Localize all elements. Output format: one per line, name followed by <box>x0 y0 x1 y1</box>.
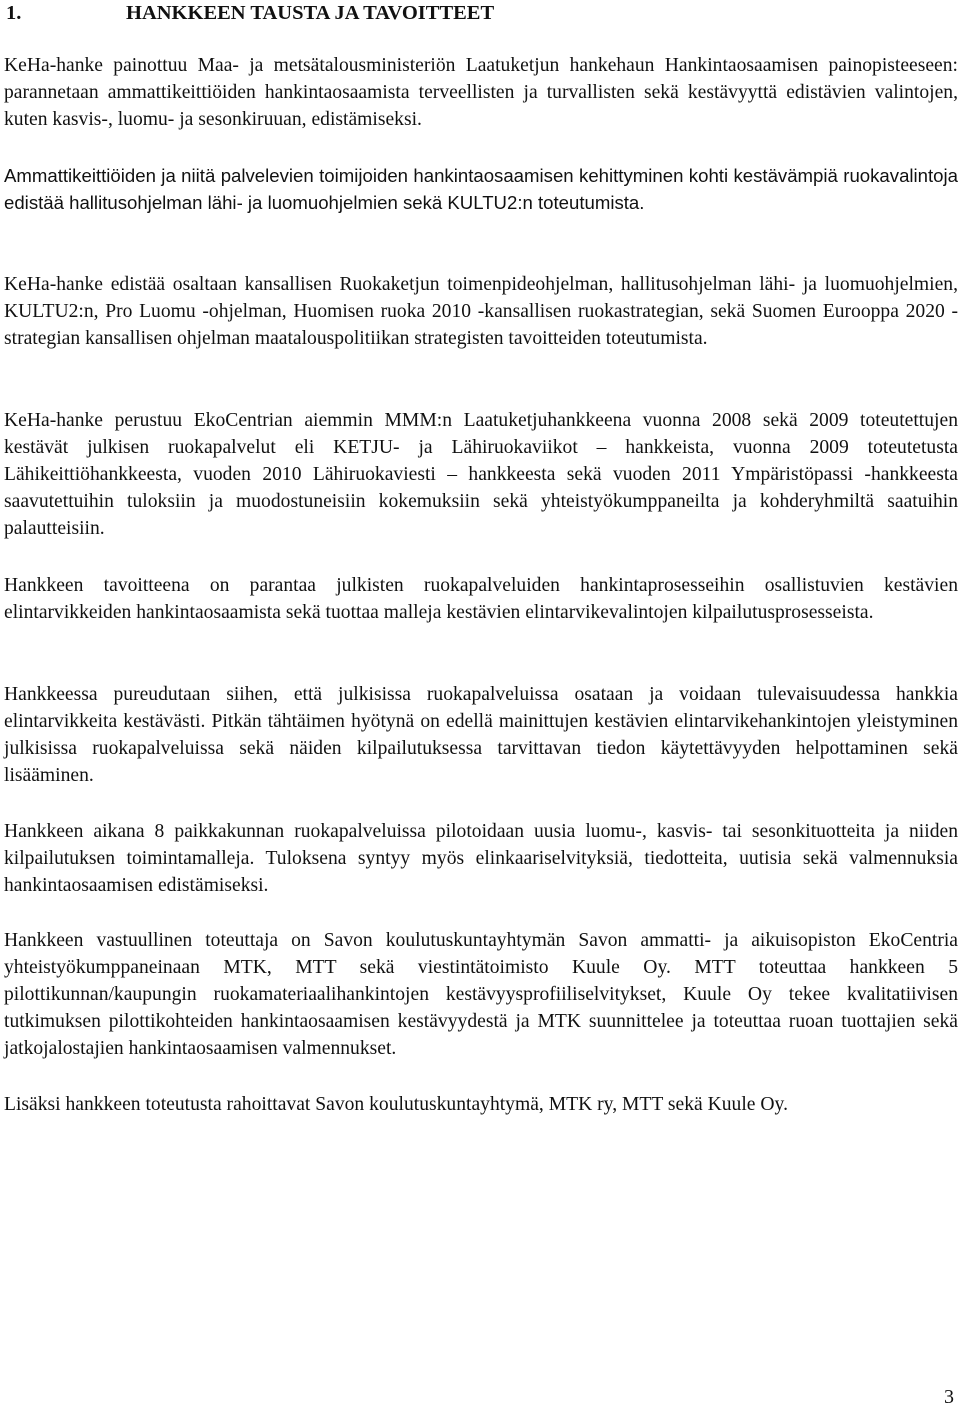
paragraph-implementation: Hankkeen vastuullinen toteuttaja on Savon koulutuskuntayhtymän Savon ammatti- ja aikuisopiston EkoCentria yhteistyökumppaneinaan MTK, MTT sekä viestintätoimisto Kuule Oy. MTT toteuttaa hankkeen 5 pilottikunnan/kaupungin ruokamateriaalihankintojen kestävyysprofiiliselvitykset, Kuule Oy tekee kvalitatiivisen tutkimuksen pilottikohteiden hankintaosaamisen kestävyydestä ja MTK suunnittelee ja toteuttaa ruoan tuottajien sekä jatkojalostajien hankintaosaamisen valmennukset. <box>4 930 958 1059</box>
paragraph-long-term-benefit: Hankkeessa pureudutaan siihen, että julkisissa ruokapalveluissa osataan ja voidaan tulevaisuudessa hankkia elintarvikkeita kestävästi. Pitkän tähtäimen hyötynä on edellä mainittujen kestävien elintarvikehankintojen yleistyminen julkisissa ruokapalveluissa sekä näiden kilpailutuksessa tarvittavan tiedon käytettävyyden helpottaminen sekä lisääminen. <box>4 684 958 786</box>
paragraph-background-projects: KeHa-hanke perustuu EkoCentrian aiemmin MMM:n Laatuketjuhankkeena vuonna 2008 sekä 2009 toteutettujen kestävät julkisen ruokapalvelut eli KETJU- ja Lähiruokaviikot – hankkeista, vuonna 2009 toteutetusta Lähikeittiöhankkeesta, vuoden 2010 Lähiruokaviesti – hankkeesta sekä vuoden 2011 Ympäristöpassi -hankkeesta saavutettuihin tuloksiin ja muodostuneisiin kokemuksiin sekä yhteistyökumppaneilta ja kohderyhmiltä saatuihin palautteisiin. <box>4 410 958 539</box>
section-number: 1. <box>6 2 22 24</box>
section-heading <box>6 0 494 26</box>
paragraph-project-goal: Hankkeen tavoitteena on parantaa julkisten ruokapalveluiden hankintaprosesseihin osallistuvien kestävien elintarvikkeiden hankintaosaamista sekä tuottaa malleja kestävien elintarvikevalintojen kilpailutusprosesseista. <box>4 575 958 623</box>
paragraph-project-focus: KeHa-hanke painottuu Maa- ja metsätalousministeriön Laatuketjun hankehaun Hankintaosaamisen painopisteeseen: parannetaan ammattikeittiöiden hankintaosaamista terveellisten ja turvallisten sekä kestävyyttä edistävien valintojen, kuten kasvis-, luomu- ja sesonkiruuan, edistämiseksi. <box>4 55 958 130</box>
section-title: HANKKEEN TAUSTA JA TAVOITTEET <box>126 2 495 24</box>
paragraph-competence-development: Ammattikeittiöiden ja niitä palvelevien toimijoiden hankintaosaamisen kehittyminen kohti kestävämpiä ruokavalintoja edistää hallitusohjelman lähi- ja luomuohjelmien sekä KULTU2:n toteutumista. <box>4 165 958 214</box>
paragraph-pilots: Hankkeen aikana 8 paikkakunnan ruokapalveluissa pilotoidaan uusia luomu-, kasvis- tai sesonkituotteita ja niiden kilpailutuksen toimintamalleja. Tuloksena syntyy myös elinkaariselvityksiä, tiedotteita, uutisia sekä valmennuksia hankintaosaamisen edistämiseksi. <box>4 821 958 896</box>
paragraph-funding: Lisäksi hankkeen toteutusta rahoittavat Savon koulutuskuntayhtymä, MTK ry, MTT sekä Kuule Oy. <box>4 1094 788 1115</box>
page-number: 3 <box>944 1386 954 1408</box>
paragraph-national-programmes: KeHa-hanke edistää osaltaan kansallisen Ruokaketjun toimenpideohjelman, hallitusohjelman lähi- ja luomuohjelmien, KULTU2:n, Pro Luomu -ohjelman, Huomisen ruoka 2010 -kansallisen ruokastrategian, sekä Suomen Eurooppa 2020 -strategian kansallisen ohjelman maatalouspolitiikan strategisten tavoitteiden toteutumista. <box>4 274 958 349</box>
